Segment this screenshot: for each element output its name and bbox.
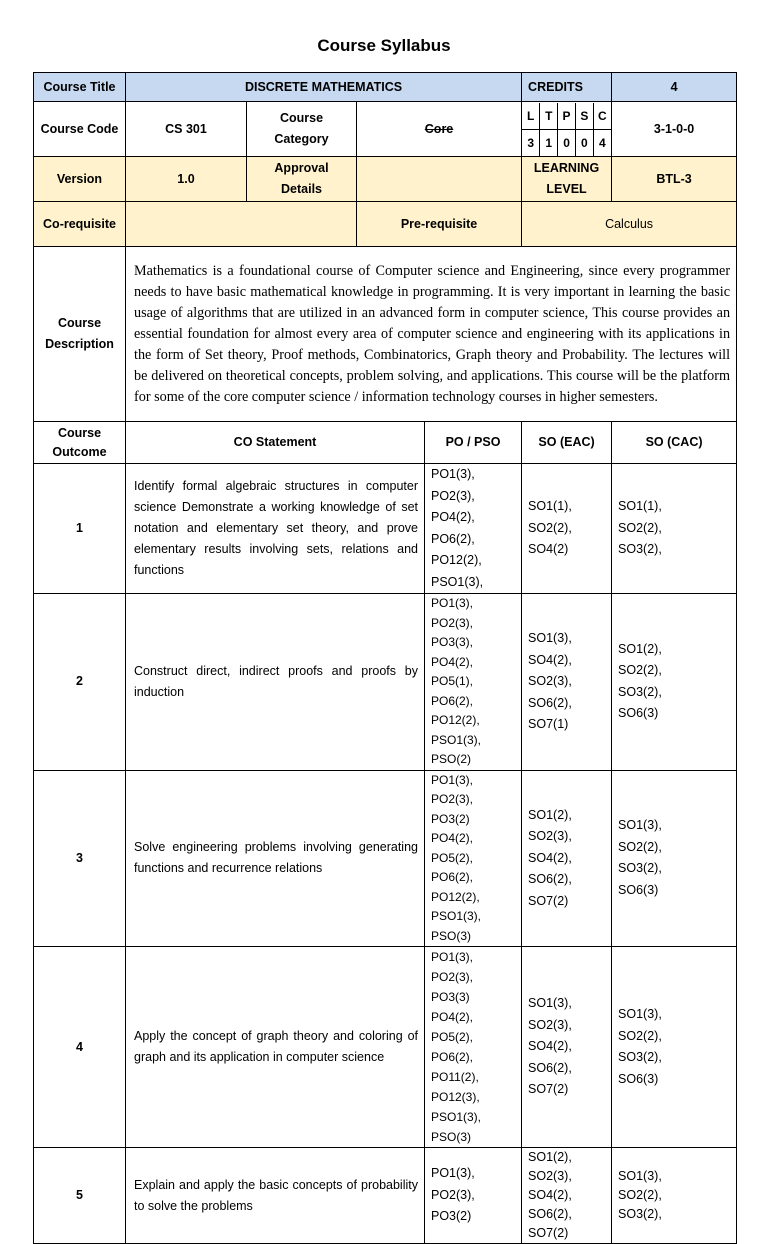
outcome-row-1 — [34, 464, 737, 594]
outcome-row-4 — [34, 947, 737, 1148]
course-title-label: Course Title — [34, 73, 126, 102]
so-eac-line: SO4(2), SO6(2), — [528, 850, 572, 886]
po-line: PO3(2) — [431, 811, 470, 826]
so-eac-list — [522, 770, 612, 947]
corequisite-label: Co-requisite — [34, 202, 126, 247]
po-line: PSO1(3), PSO(3) — [431, 909, 482, 943]
po-pso-list — [425, 947, 522, 1148]
outcome-number: 4 — [34, 947, 126, 1148]
learning-level-value: BTL-3 — [612, 157, 737, 202]
so-eac-list — [522, 1148, 612, 1244]
so-cac-list — [612, 464, 737, 594]
so-eac-line: SO4(2), SO6(2), — [528, 1039, 572, 1075]
prerequisite-value: Calculus — [522, 202, 737, 247]
so-cac-line: SO3(2), — [618, 1207, 662, 1221]
so-cac-line: SO3(2), — [618, 684, 662, 699]
ltpsc-header-t: T — [540, 103, 558, 130]
po-line: PO6(2), PO12(2), — [431, 870, 480, 904]
po-line: PO1(3), PO2(3), — [431, 772, 474, 806]
so-cac-list — [612, 1148, 737, 1244]
so-cac-line: SO2(2), — [618, 1028, 662, 1043]
course-category-value: Core — [357, 102, 522, 157]
po-line: PO3(2) — [431, 1209, 472, 1224]
outcome-number: 5 — [34, 1148, 126, 1244]
so-eac-line: SO1(3), SO2(3), — [528, 996, 572, 1032]
po-line: PO5(1), PO6(2), — [431, 674, 474, 708]
so-cac-list — [612, 947, 737, 1148]
corequisite-value — [126, 202, 357, 247]
so-cac-line: SO1(3), — [618, 818, 662, 833]
co-statement: Solve engineering problems involving generating functions and recurrence relations — [126, 770, 425, 947]
outcome-row-5 — [34, 1148, 737, 1244]
version-value: 1.0 — [126, 157, 247, 202]
so-cac-line: SO6(3) — [618, 882, 659, 897]
so-eac-header: SO (EAC) — [522, 422, 612, 464]
outcome-number: 1 — [34, 464, 126, 594]
ltpsc-value-s: 0 — [575, 129, 593, 156]
so-eac-line: SO1(1), SO2(2), — [528, 499, 572, 535]
co-statement: Construct direct, indirect proofs and proofs by induction — [126, 594, 425, 771]
co-statement: Explain and apply the basic concepts of probability to solve the problems — [126, 1148, 425, 1244]
description-label: Course Description — [34, 247, 126, 422]
po-pso-list — [425, 464, 522, 594]
credits-label: CREDITS — [522, 73, 612, 102]
learning-level-label: LEARNING LEVEL — [522, 157, 612, 202]
ltpsc-header-p: P — [558, 103, 576, 130]
po-line: PO3(3), PO4(2), — [431, 635, 474, 669]
so-cac-line: SO2(2), — [618, 663, 662, 678]
co-statement: Identify formal algebraic structures in computer science Demonstrate a working knowledge of set notation and elementary set theory, and prove elementary results involving sets, relations and functions — [126, 464, 425, 594]
course-title-value: DISCRETE MATHEMATICS — [126, 73, 522, 102]
ltpsc-grid — [522, 102, 612, 157]
so-eac-line: SO2(3), SO6(2), — [528, 674, 572, 710]
co-statement: Apply the concept of graph theory and coloring of graph and its application in computer science — [126, 947, 425, 1148]
po-line: PO12(2), — [431, 553, 482, 567]
so-cac-line: SO2(2), — [618, 1188, 662, 1202]
po-line: PO1(3), PO2(3), — [431, 596, 474, 630]
outcome-number: 2 — [34, 594, 126, 771]
so-eac-line: SO1(2), SO2(3), — [528, 1150, 572, 1183]
outcome-number: 3 — [34, 770, 126, 947]
page-title: Course Syllabus — [317, 36, 451, 55]
ltpsc-value-p: 0 — [558, 129, 576, 156]
so-eac-line: SO7(2) — [528, 1226, 569, 1240]
so-eac-list — [522, 947, 612, 1148]
so-cac-line: SO3(2), — [618, 861, 662, 876]
credits-value: 4 — [612, 73, 737, 102]
version-label: Version — [34, 157, 126, 202]
ltpsc-header-l: L — [522, 103, 540, 130]
po-line: PO6(2), — [431, 1050, 474, 1064]
so-cac-line: SO3(2), — [618, 542, 662, 557]
po-line: PO1(3), PO2(3), — [431, 1166, 475, 1202]
so-cac-line: SO2(2), — [618, 520, 662, 535]
po-line: PO11(2), — [431, 1070, 479, 1084]
so-eac-line: SO4(2) — [528, 542, 569, 557]
course-code-label: Course Code — [34, 102, 126, 157]
so-eac-line: SO7(2) — [528, 1082, 569, 1097]
po-line: PSO1(3), PSO(2) — [431, 732, 482, 766]
po-line: PSO1(3), — [431, 574, 484, 589]
ltpsc-header-c: C — [593, 103, 611, 130]
syllabus-table — [33, 72, 737, 1244]
po-line: PO12(2), — [431, 713, 480, 727]
outcome-row-3 — [34, 770, 737, 947]
statement-header: CO Statement — [126, 422, 425, 464]
po-line: PO4(2), PO5(2), — [431, 1010, 474, 1044]
so-cac-line: SO1(2), — [618, 641, 662, 656]
outcome-row-2 — [34, 594, 737, 771]
po-line: PO1(3), PO2(3), — [431, 467, 475, 503]
so-eac-list — [522, 594, 612, 771]
so-cac-line: SO1(1), — [618, 499, 662, 514]
so-cac-header: SO (CAC) — [612, 422, 737, 464]
so-cac-line: SO2(2), — [618, 839, 662, 854]
so-cac-line: SO6(3) — [618, 1071, 659, 1086]
so-eac-list — [522, 464, 612, 594]
approval-label: Approval Details — [247, 157, 357, 202]
ltpsc-value-c: 4 — [593, 129, 611, 156]
ltpsc-value-l: 3 — [527, 135, 535, 150]
course-category-label: Course Category — [247, 102, 357, 157]
approval-value — [357, 157, 522, 202]
so-cac-line: SO1(3), — [618, 1007, 662, 1021]
description-text: Mathematics is a foundational course of Computer science and Engineering, since every programmer needs to have basic mathematical knowledge in programming. It is very important in learning the basic usage of algorithms that are utilized in an advanced form in computer science, This course provides an essential foundation for almost every area of computer science and engineering with its applications in the form of Set theory, Proof methods, Combinatorics, Graph theory and Probability. The lectures will be delivered on theoretical concepts, problem solving, and applications. This course will be the platform for some of the core computer science / information technology courses in higher semesters. — [126, 247, 737, 422]
so-eac-line: SO1(3), SO4(2), — [528, 631, 572, 667]
outcome-header: Course Outcome — [34, 422, 126, 464]
so-eac-line: SO7(1) — [528, 717, 569, 731]
course-code-value: CS 301 — [126, 102, 247, 157]
po-line: PO4(2), PO6(2), — [431, 510, 475, 546]
ltpsc-header-s: S — [575, 103, 593, 130]
so-eac-line: SO4(2), SO6(2), — [528, 1188, 572, 1221]
so-cac-list — [612, 594, 737, 771]
po-pso-list — [425, 770, 522, 947]
po-line: PSO1(3), PSO(3) — [431, 1110, 482, 1144]
po-line: PO1(3), PO2(3), — [431, 950, 474, 984]
ltpsc-value-t: 1 — [540, 129, 558, 156]
so-eac-line: SO7(2) — [528, 893, 569, 908]
so-cac-line: SO6(3) — [618, 706, 659, 721]
po-pso-header: PO / PSO — [425, 422, 522, 464]
prerequisite-label: Pre-requisite — [357, 202, 522, 247]
po-pso-list — [425, 594, 522, 771]
po-line: PO3(3) — [431, 990, 470, 1004]
po-pso-list — [425, 1148, 522, 1244]
so-cac-list — [612, 770, 737, 947]
ltpsc-summary: 3-1-0-0 — [612, 102, 737, 157]
po-line: PO12(3), — [431, 1090, 480, 1104]
po-line: PO4(2), PO5(2), — [431, 831, 474, 865]
so-eac-line: SO1(2), SO2(3), — [528, 807, 572, 843]
so-cac-line: SO3(2), — [618, 1050, 662, 1064]
so-cac-line: SO1(3), — [618, 1169, 662, 1183]
